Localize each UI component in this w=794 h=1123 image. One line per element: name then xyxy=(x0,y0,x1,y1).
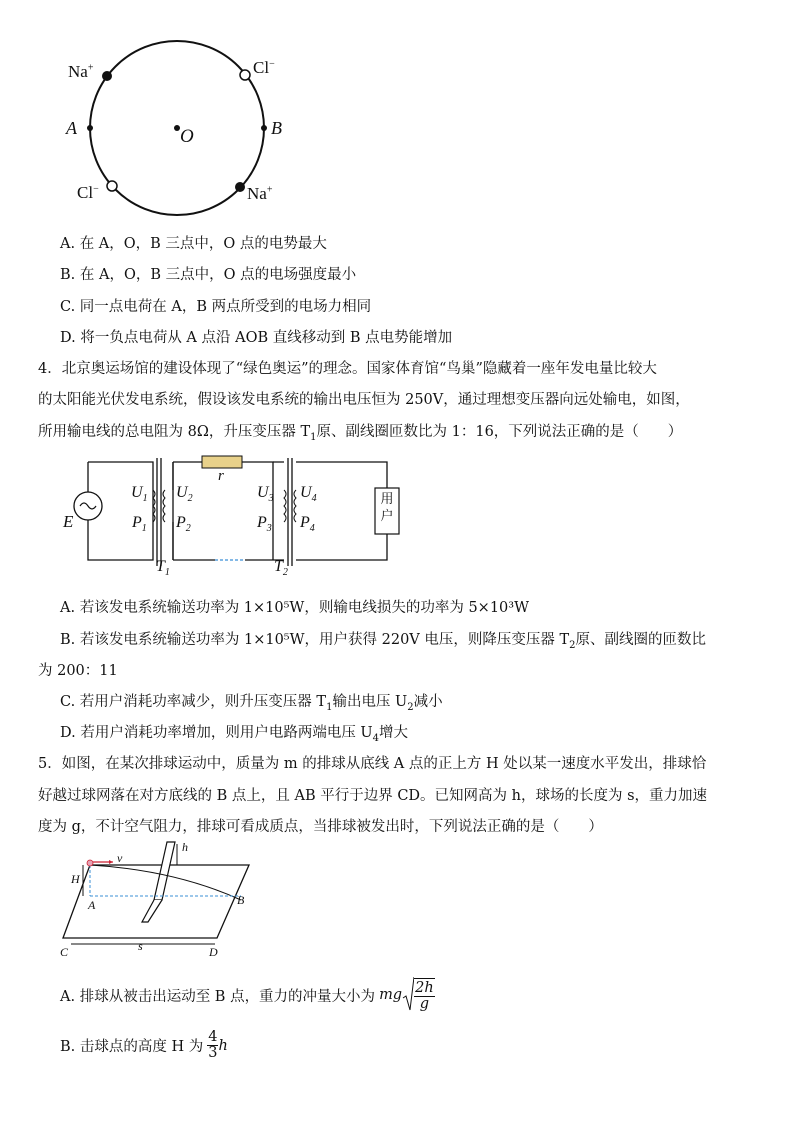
u4-label: $U_4$ xyxy=(300,484,317,505)
na-top-label: Na+ xyxy=(68,62,94,81)
sqrt-expression: $\frac{2h}{g}$ xyxy=(402,976,435,1014)
cl-bottom-label: Cl− xyxy=(77,183,99,202)
q4-stem-line3: 所用输电线的总电阻为 8Ω，升压变压器 $T_1$原、副线圈匝数比为 1：16，下列说法正确的是（ ） xyxy=(38,424,683,443)
charge-circle-figure xyxy=(60,30,300,230)
line-resistor xyxy=(202,456,242,468)
cl-minus-bottom-charge xyxy=(107,181,117,191)
resistor-r-label: r xyxy=(218,468,224,484)
q3-option-c: C. 同一点电荷在 A，B 两点所受到的电场力相同 xyxy=(60,299,372,315)
sqrt-sign xyxy=(402,976,414,1014)
point-b-dot xyxy=(261,125,267,131)
p3-label: $P_3$ xyxy=(257,514,272,535)
q3-option-d: D. 将一负点电荷从 A 点沿 AOB 直线移动到 B 点电势能增加 xyxy=(60,330,453,346)
q3-option-a: A. 在 A，O，B 三点中，O 点的电势最大 xyxy=(60,236,327,252)
p4-label: $P_4$ xyxy=(300,514,315,535)
cl-minus-top-charge xyxy=(240,70,250,80)
q5-option-b: B. 击球点的高度 H 为 $\frac{4}{3}$ h xyxy=(60,1029,228,1062)
circuit-svg xyxy=(55,450,405,585)
u3-label: $U_3$ xyxy=(257,484,274,505)
b-label: B xyxy=(271,118,282,138)
q5-stem-line3: 度为 g，不计空气阻力，排球可看成质点，当排球被发出时，下列说法正确的是（ ） xyxy=(38,819,603,835)
p1-label: $P_1$ xyxy=(132,514,147,535)
q4-option-b-line2: 为 200：11 xyxy=(38,663,118,679)
na-plus-top-charge xyxy=(102,71,112,81)
point-b-label: B xyxy=(237,893,245,907)
t2-label: $T_2$ xyxy=(274,558,288,579)
na-plus-bottom-charge xyxy=(235,182,245,192)
q4-option-d: D. 若用户消耗功率增加，则用户电路两端电压 $U_4$增大 xyxy=(60,725,409,744)
q5-stem-line1: 5．如图，在某次排球运动中，质量为 m 的排球从底线 A 点的正上方 H 处以某一速度水平发出，排球恰 xyxy=(38,756,707,772)
o-label: O xyxy=(180,126,194,147)
q4-option-b: B. 若该发电系统输送功率为 1×10⁵W，用户获得 220V 电压，则降压变压器 $T_2$原、副线圈的匝数比 xyxy=(60,632,707,651)
q4-stem-line2: 的太阳能光伏发电系统，假设该发电系统的输出电压恒为 250V，通过理想变压器向远处输电，如图， xyxy=(38,392,690,408)
q3-option-b: B. 在 A，O，B 三点中，O 点的电场强度最小 xyxy=(60,267,357,283)
ball-dot xyxy=(87,860,93,866)
transformer-circuit-figure xyxy=(55,450,405,585)
point-d-label: D xyxy=(209,945,218,959)
load-label: 用 户 xyxy=(380,492,394,524)
t1-label: $T_1$ xyxy=(156,558,170,579)
q4-option-c: C. 若用户消耗功率减少，则升压变压器 $T_1$输出电压 $U_2$减小 xyxy=(60,694,443,713)
na-bottom-label: Na+ xyxy=(247,184,273,203)
point-c-label: C xyxy=(60,945,69,959)
h-net-label: h xyxy=(182,840,188,854)
point-a-dot xyxy=(87,125,93,131)
q4-option-a: A. 若该发电系统输送功率为 1×10⁵W，则输电线损失的功率为 5×10³W xyxy=(60,600,529,616)
big-h-label: H xyxy=(71,872,80,886)
volleyball-court-figure xyxy=(55,840,265,965)
q5-option-a: A. 排球从被击出运动至 B 点，重力的冲量大小为 mg $\frac{2h}{g}$ xyxy=(60,976,435,1014)
q5-stem-line2: 好越过球网落在对方底线的 B 点上，且 AB 平行于边界 CD。已知网高为 h，球场的长度为 s，重力加速 xyxy=(38,788,708,804)
a-label: A xyxy=(66,118,77,138)
volleyball-svg xyxy=(55,840,265,965)
v-label: v xyxy=(117,851,123,865)
cl-top-label: Cl− xyxy=(253,58,275,77)
q4-stem-line1: 4．北京奥运场馆的建设体现了“绿色奥运”的理念。国家体育馆“鸟巢”隐藏着一座年发电量比较大 xyxy=(38,361,657,377)
u1-label: $U_1$ xyxy=(131,484,148,505)
point-a-label: A xyxy=(88,898,96,912)
u2-label: $U_2$ xyxy=(176,484,193,505)
source-e-label: E xyxy=(63,512,74,531)
p2-label: $P_2$ xyxy=(176,514,191,535)
s-label: s xyxy=(138,939,143,953)
